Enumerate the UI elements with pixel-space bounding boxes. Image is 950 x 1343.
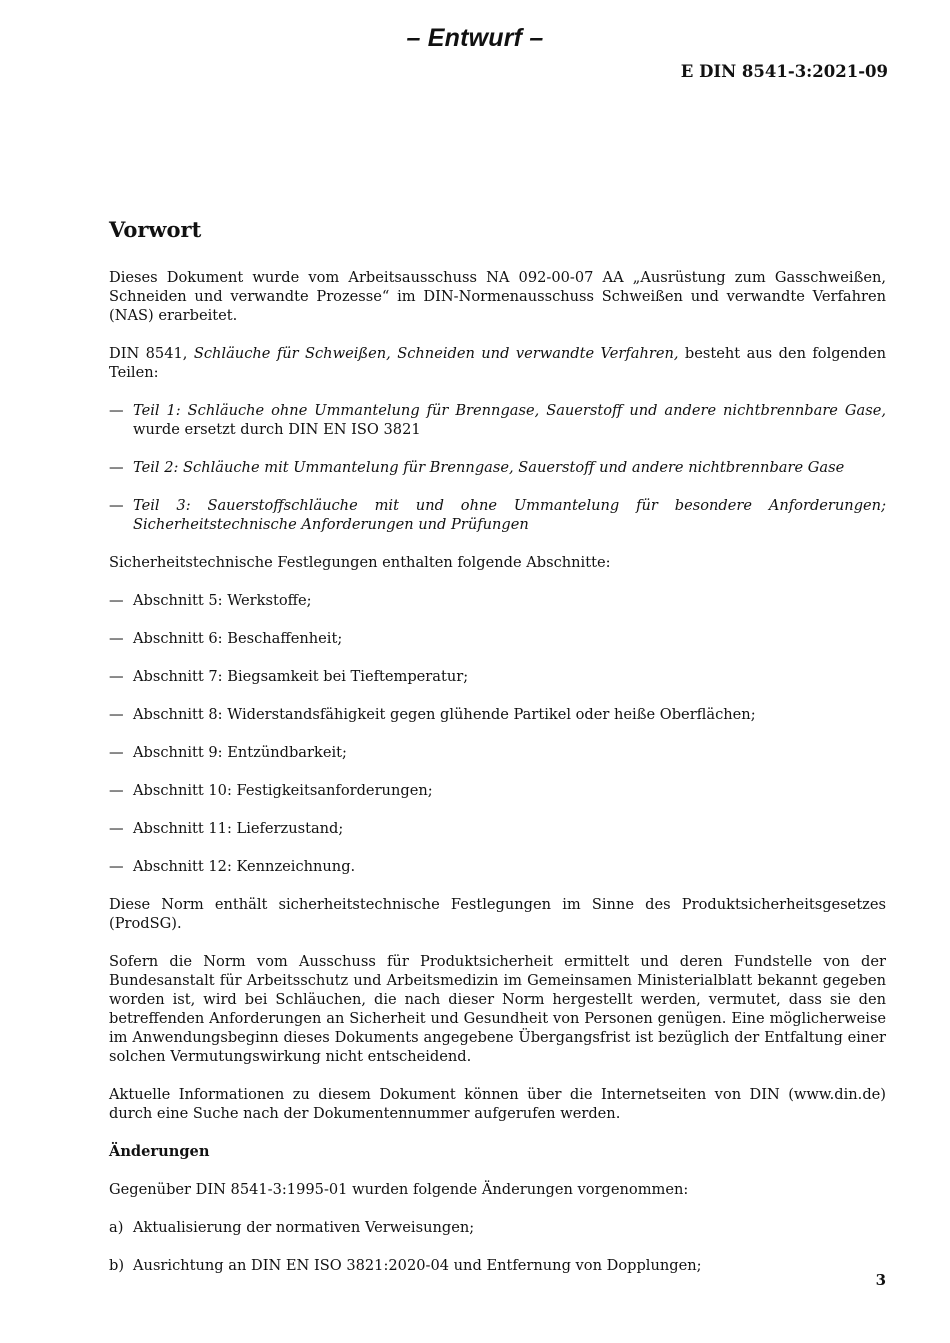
list-item (109, 667, 886, 686)
section-entry: Abschnitt 5: Werkstoffe; (133, 592, 312, 609)
part-title: Teil 3: Sauerstoffschläuche mit und ohne Ummantelung für besondere Anforderungen; Sicherheitstechnische Anforderungen und Prüfungen (133, 497, 886, 533)
section-title: Vorwort (109, 217, 202, 242)
change-entry: Aktualisierung der normativen Verweisungen; (133, 1219, 475, 1236)
changes-intro-paragraph: Gegenüber DIN 8541-3:1995-01 wurden folgende Änderungen vorgenommen: (109, 1181, 689, 1198)
parts-series-title: Schläuche für Schweißen, Schneiden und verwandte Verfahren, (193, 345, 679, 362)
part-note: wurde ersetzt durch DIN EN ISO 3821 (133, 421, 421, 438)
dash-marker: — (109, 402, 124, 419)
prodsg-paragraph: Diese Norm enthält sicherheitstechnische Festlegungen im Sinne des Produktsicherheitsgesetzes (ProdSG). (109, 896, 886, 932)
list-item (109, 705, 886, 724)
dash-marker: — (109, 744, 124, 761)
list-item (109, 1256, 886, 1275)
list-item (109, 743, 886, 762)
section-entry: Abschnitt 12: Kennzeichnung. (133, 858, 356, 875)
section-entry: Abschnitt 10: Festigkeitsanforderungen; (133, 782, 433, 799)
dash-marker: — (109, 497, 124, 514)
draft-label: – Entwurf – (406, 24, 544, 52)
list-item (109, 819, 886, 838)
intro-paragraph: Dieses Dokument wurde vom Arbeitsausschuss NA 092-00-07 AA „Ausrüstung zum Gasschweißen, Schneiden und verwandte Prozesse“ im DIN-Normenausschuss Schweißen und verwandte Verfahren (NAS) erarbeitet. (109, 269, 886, 324)
section-entry: Abschnitt 6: Beschaffenheit; (133, 630, 343, 647)
list-item (109, 591, 886, 610)
section-entry: Abschnitt 9: Entzündbarkeit; (133, 744, 347, 761)
parts-intro-paragraph (109, 344, 886, 382)
safety-intro-paragraph: Sicherheitstechnische Festlegungen enthalten folgende Abschnitte: (109, 554, 611, 571)
changes-list (109, 1218, 886, 1275)
list-item (109, 458, 886, 477)
dash-marker: — (109, 668, 124, 685)
section-entry: Abschnitt 8: Widerstandsfähigkeit gegen glühende Partikel oder heiße Oberflächen; (133, 706, 756, 723)
parts-list (109, 401, 886, 534)
list-item (109, 781, 886, 800)
document-id: E DIN 8541-3:2021-09 (680, 62, 888, 81)
changes-heading: Änderungen (109, 1143, 210, 1160)
list-item (109, 629, 886, 648)
part-title: Teil 2: Schläuche mit Ummantelung für Brenngase, Sauerstoff und andere nichtbrennbare Gase (133, 459, 845, 476)
dash-marker: — (109, 630, 124, 647)
list-item (109, 496, 886, 534)
sections-list (109, 591, 886, 876)
list-item (109, 857, 886, 876)
list-item (109, 401, 886, 439)
dash-marker: — (109, 782, 124, 799)
part-title: Teil 1: Schläuche ohne Ummantelung für Brenngase, Sauerstoff und andere nichtbrennbare Gase, (133, 402, 886, 419)
dash-marker: — (109, 459, 124, 476)
change-entry: Ausrichtung an DIN EN ISO 3821:2020-04 und Entfernung von Dopplungen; (133, 1257, 702, 1274)
parts-intro-post: besteht aus den folgenden Teilen: (109, 345, 886, 381)
dash-marker: — (109, 592, 124, 609)
page-number: 3 (875, 1271, 886, 1289)
section-entry: Abschnitt 11: Lieferzustand; (133, 820, 344, 837)
info-paragraph: Aktuelle Informationen zu diesem Dokument können über die Internetseiten von DIN (www.din.de) durch eine Suche nach der Dokumentennummer aufgerufen werden. (109, 1086, 886, 1122)
dash-marker: — (109, 706, 124, 723)
letter-marker: a) (109, 1219, 124, 1236)
letter-marker: b) (109, 1257, 125, 1274)
dash-marker: — (109, 858, 124, 875)
section-entry: Abschnitt 7: Biegsamkeit bei Tieftemperatur; (133, 668, 469, 685)
dash-marker: — (109, 820, 124, 837)
list-item (109, 1218, 886, 1237)
document-body (109, 216, 886, 1294)
presumption-paragraph: Sofern die Norm vom Ausschuss für Produktsicherheit ermittelt und deren Fundstelle von der Bundesanstalt für Arbeitsschutz und Arbeitsmedizin im Gemeinsamen Ministerialblatt bekannt gegeben worden ist, wird bei Schläuchen, die nach dieser Norm hergestellt werden, vermutet, dass sie den betreffenden Anforderungen an Sicherheit und Gesundheit von Personen genügen. Eine möglicherweise im Anwendungsbeginn dieses Dokuments angegebene Übergangsfrist ist bezüglich der Entfaltung einer solchen Vermutungswirkung nicht entscheidend. (109, 953, 886, 1065)
parts-intro-pre: DIN 8541, (109, 345, 194, 362)
